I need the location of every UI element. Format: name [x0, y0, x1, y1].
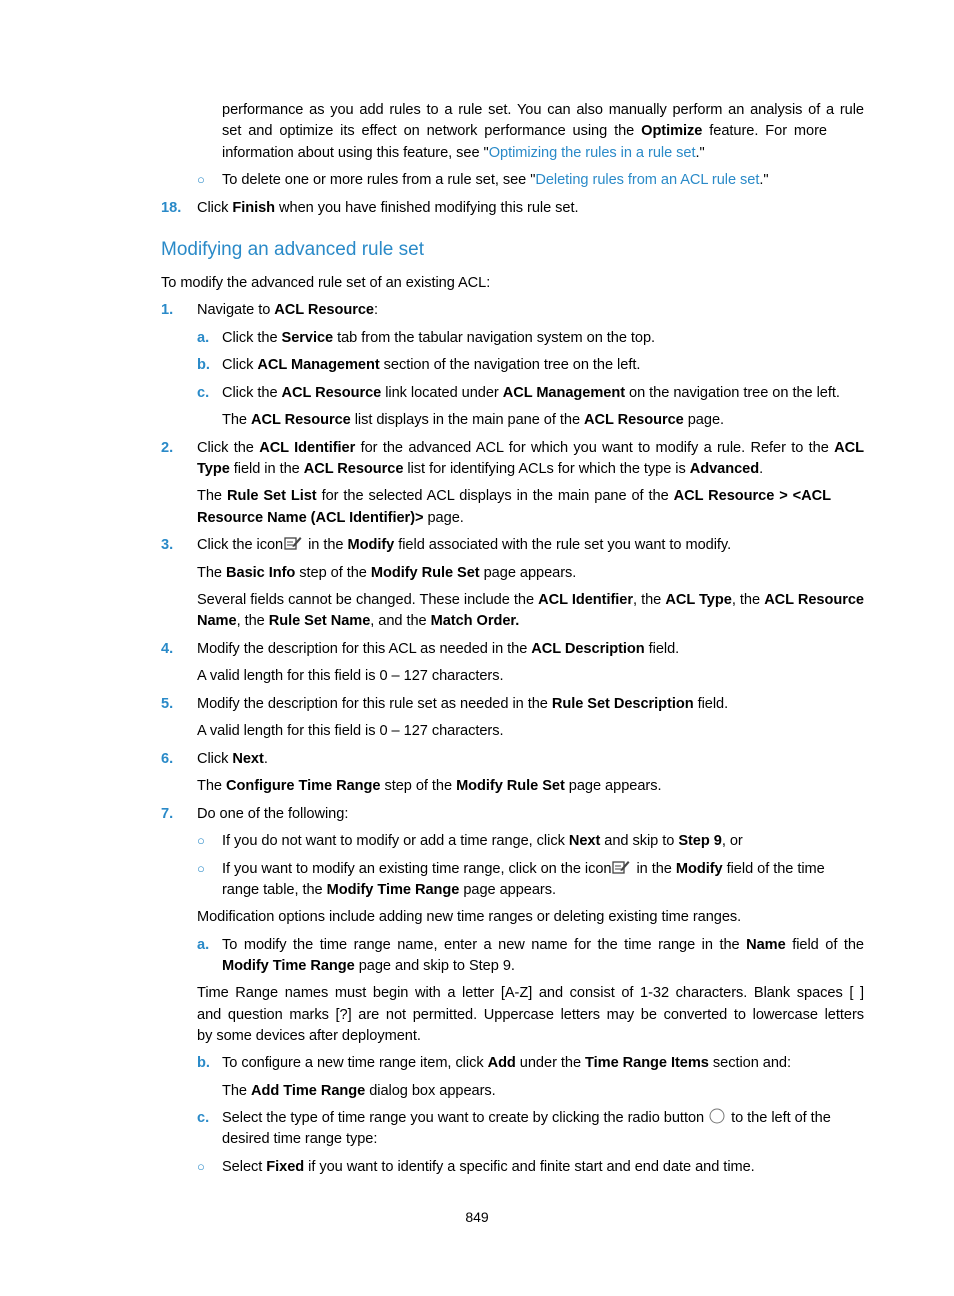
paragraph-line: set and optimize its effect on network performance using the Optimize feature. For more [222, 123, 827, 139]
step-number: 5. [161, 696, 174, 712]
substep-letter: b. [197, 1055, 210, 1071]
substep-text: To configure a new time range item, click Add under the Time Range Items section and: [222, 1055, 791, 1071]
paragraph-line: Several fields cannot be changed. These include the ACL Identifier, the ACL Type, the ACL Resource [197, 592, 864, 608]
paragraph-line: Modification options include adding new time ranges or deleting existing time ranges. [197, 909, 742, 925]
step-number: 4. [161, 641, 174, 657]
paragraph-line: and question marks [?] are not permitted. Uppercase letters may be converted to lowercase letters [197, 1007, 864, 1023]
substep-letter: b. [197, 357, 210, 373]
circle-bullet-icon: ○ [197, 861, 205, 876]
paragraph-line: by some devices after deployment. [197, 1028, 421, 1044]
bullet-item-line: range table, the Modify Time Range page appears. [222, 882, 556, 898]
paragraph-line: information about using this feature, see "Optimizing the rules in a rule set." [222, 145, 705, 161]
substep-text: Click the Service tab from the tabular navigation system on the top. [222, 330, 656, 346]
substep-letter: a. [197, 330, 210, 346]
step-text-line: Type field in the ACL Resource list for identifying ACLs for which the type is Advanced. [197, 461, 764, 477]
substep-text-line: Modify Time Range page and skip to Step 9. [222, 958, 515, 974]
page-number: 849 [465, 1209, 489, 1225]
substep-text: Select the type of time range you want to create by clicking the radio button to the left of the [222, 1108, 831, 1130]
step-number: 1. [161, 302, 174, 318]
link-deleting-rules[interactable]: Deleting rules from an ACL rule set [535, 172, 760, 188]
bullet-item: To delete one or more rules from a rule set, see "Deleting rules from an ACL rule set." [222, 172, 769, 188]
paragraph-line: The Configure Time Range step of the Modify Rule Set page appears. [197, 778, 662, 794]
step-text: Do one of the following: [197, 806, 349, 822]
step-number: 18. [161, 200, 182, 216]
step-text: Click the ACL Identifier for the advanced ACL for which you want to modify a rule. Refer to the ACL [197, 440, 864, 456]
step-number: 3. [161, 537, 174, 553]
substep-text: Click ACL Management section of the navigation tree on the left. [222, 357, 641, 373]
circle-bullet-icon: ○ [197, 172, 205, 187]
step-text: Modify the description for this ACL as needed in the ACL Description field. [197, 641, 680, 657]
substep-letter: c. [197, 385, 210, 401]
step-number: 6. [161, 751, 174, 767]
step-text: Click Finish when you have finished modifying this rule set. [197, 200, 579, 216]
section-intro: To modify the advanced rule set of an existing ACL: [161, 275, 491, 291]
substep-letter: c. [197, 1110, 210, 1126]
step-number: 7. [161, 806, 174, 822]
radio-button-icon [709, 1108, 725, 1130]
paragraph-line: The Rule Set List for the selected ACL displays in the main pane of the ACL Resource > <ACL [197, 488, 831, 504]
paragraph-line: performance as you add rules to a rule set. You can also manually perform an analysis of a rule [222, 102, 864, 118]
substep-text: Click the ACL Resource link located under ACL Management on the navigation tree on the left. [222, 385, 840, 401]
paragraph-line: The ACL Resource list displays in the main pane of the ACL Resource page. [222, 412, 725, 428]
link-optimizing-rules[interactable]: Optimizing the rules in a rule set [488, 145, 696, 161]
step-text: Click the icon in the Modify field associated with the rule set you want to modify. [197, 535, 731, 557]
step-number: 2. [161, 440, 174, 456]
bullet-item: Select Fixed if you want to identify a specific and finite start and end date and time. [222, 1159, 755, 1175]
paragraph-line: Name, the Rule Set Name, and the Match Order. [197, 613, 520, 629]
circle-bullet-icon: ○ [197, 1159, 205, 1174]
substep-text: To modify the time range name, enter a new name for the time range in the Name field of the [222, 937, 864, 953]
paragraph-line: Resource Name (ACL Identifier)> page. [197, 510, 464, 526]
bullet-item: If you do not want to modify or add a time range, click Next and skip to Step 9, or [222, 833, 743, 849]
substep-text-line: desired time range type: [222, 1131, 378, 1147]
step-text: Click Next. [197, 751, 268, 767]
circle-bullet-icon: ○ [197, 833, 205, 848]
substep-letter: a. [197, 937, 210, 953]
paragraph-line: A valid length for this field is 0 – 127 characters. [197, 668, 504, 684]
paragraph-line: A valid length for this field is 0 – 127 characters. [197, 723, 504, 739]
edit-icon [284, 535, 302, 557]
paragraph-line: The Add Time Range dialog box appears. [222, 1083, 496, 1099]
section-heading: Modifying an advanced rule set [161, 239, 424, 260]
edit-icon [612, 859, 630, 881]
paragraph-line: The Basic Info step of the Modify Rule Set page appears. [197, 565, 577, 581]
step-text: Navigate to ACL Resource: [197, 302, 378, 318]
step-text: Modify the description for this rule set as needed in the Rule Set Description field. [197, 696, 729, 712]
paragraph-line: Time Range names must begin with a letter [A-Z] and consist of 1-32 characters. Blank spaces [ ] [197, 985, 864, 1001]
bullet-item: If you want to modify an existing time range, click on the icon in the Modify field of the time [222, 859, 825, 881]
